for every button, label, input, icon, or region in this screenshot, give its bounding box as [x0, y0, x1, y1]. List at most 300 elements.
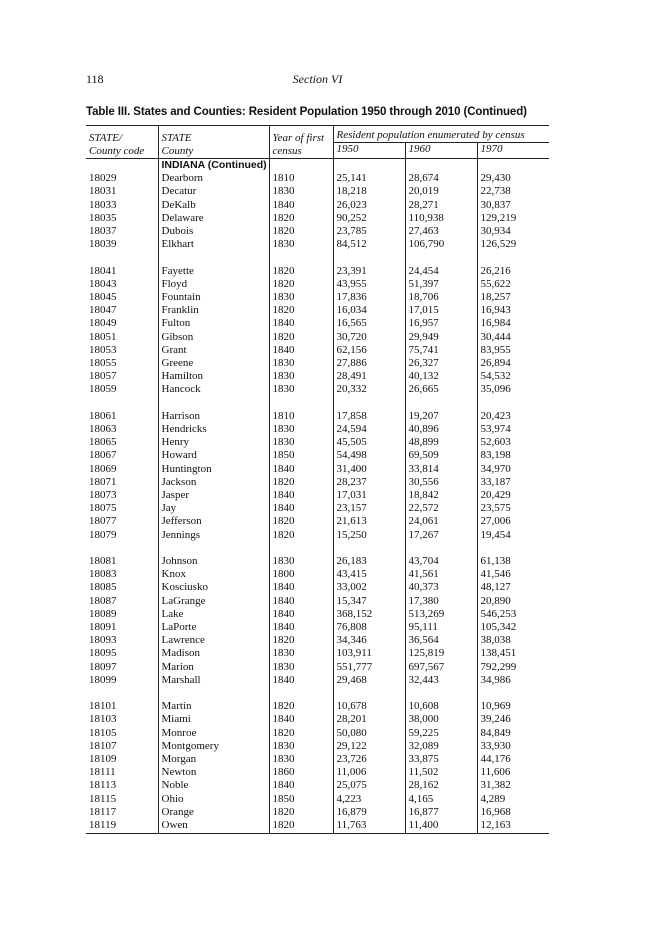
table-row [86, 819, 549, 834]
first-census-year-cell: 1840 [269, 621, 333, 634]
county-code-cell: 18053 [89, 343, 117, 356]
table-row [86, 463, 549, 476]
first-census-year-cell: 1820 [269, 265, 333, 278]
table-row [86, 370, 549, 383]
county-name-cell: Lake [158, 608, 269, 621]
population-1950-cell: 34,346 [333, 634, 405, 647]
county-code-cell: 18097 [89, 660, 117, 673]
table-title: Table III. States and Counties: Resident Population 1950 through 2010 (Continued) [86, 106, 527, 118]
county-name-cell: LaPorte [158, 621, 269, 634]
county-name-cell: Madison [158, 647, 269, 660]
county-code-cell: 18049 [89, 317, 117, 330]
population-1970-cell: 84,849 [477, 727, 549, 740]
population-1970-cell: 18,257 [477, 291, 549, 304]
population-1960-cell: 28,271 [405, 199, 477, 212]
county-name-cell: Howard [158, 449, 269, 462]
population-1960-cell: 48,899 [405, 436, 477, 449]
population-1950-cell: 76,808 [333, 621, 405, 634]
population-1960-cell: 24,061 [405, 515, 477, 528]
header-1970: 1970 [477, 143, 549, 159]
county-name-cell: Noble [158, 779, 269, 792]
table-row [86, 529, 549, 542]
header-year-line1: Year of first [272, 132, 325, 144]
table-row [86, 238, 549, 251]
population-1960-cell: 22,572 [405, 502, 477, 515]
table-row [86, 806, 549, 819]
table-row [86, 410, 549, 423]
county-code-cell: 18051 [89, 330, 117, 343]
population-1950-cell: 84,512 [333, 238, 405, 251]
population-1970-cell: 129,219 [477, 212, 549, 225]
population-1960-cell: 17,267 [405, 529, 477, 542]
population-1960-cell: 41,561 [405, 568, 477, 581]
county-code-cell: 18113 [89, 779, 117, 792]
state-heading-code-cell [86, 159, 158, 173]
population-1970-cell: 83,198 [477, 449, 549, 462]
population-1970-cell: 34,986 [477, 674, 549, 687]
county-name-cell: Huntington [158, 463, 269, 476]
county-name-cell: Hancock [158, 383, 269, 396]
table-row [86, 727, 549, 740]
first-census-year-cell: 1800 [269, 568, 333, 581]
state-heading-row [86, 159, 549, 173]
population-1950-cell: 26,023 [333, 199, 405, 212]
population-1950-cell: 23,785 [333, 225, 405, 238]
population-1960-cell: 75,741 [405, 344, 477, 357]
population-1950-cell: 20,332 [333, 383, 405, 396]
population-1950-cell: 23,726 [333, 753, 405, 766]
population-1950-cell: 16,565 [333, 317, 405, 330]
population-1970-cell: 38,038 [477, 634, 549, 647]
population-1950-cell: 29,468 [333, 674, 405, 687]
population-1960-cell: 11,502 [405, 766, 477, 779]
county-code-cell: 18069 [89, 462, 117, 475]
population-1950-cell: 28,491 [333, 370, 405, 383]
table-row [86, 291, 549, 304]
first-census-year-cell: 1820 [269, 331, 333, 344]
population-1960-cell: 59,225 [405, 727, 477, 740]
population-1950-cell: 45,505 [333, 436, 405, 449]
population-1970-cell: 30,934 [477, 225, 549, 238]
county-code-cell: 18081 [89, 555, 117, 568]
population-1960-cell: 17,015 [405, 304, 477, 317]
population-1960-cell: 11,400 [405, 819, 477, 834]
population-1950-cell: 28,237 [333, 476, 405, 489]
table-row [86, 476, 549, 489]
population-1960-cell: 32,089 [405, 740, 477, 753]
county-code-cell: 18095 [89, 647, 117, 660]
population-1960-cell: 10,608 [405, 700, 477, 713]
county-code-cell: 18075 [89, 502, 117, 515]
county-name-cell: Fayette [158, 265, 269, 278]
first-census-year-cell: 1820 [269, 806, 333, 819]
population-1960-cell: 40,896 [405, 423, 477, 436]
county-code-cell: 18083 [89, 568, 117, 581]
first-census-year-cell: 1820 [269, 700, 333, 713]
population-1970-cell: 34,970 [477, 463, 549, 476]
county-name-cell: Hamilton [158, 370, 269, 383]
county-name-cell: Morgan [158, 753, 269, 766]
page-header [86, 72, 549, 88]
population-1960-cell: 4,165 [405, 793, 477, 806]
population-1970-cell: 16,943 [477, 304, 549, 317]
population-1970-cell: 54,532 [477, 370, 549, 383]
population-1950-cell: 33,002 [333, 581, 405, 594]
county-name-cell: Franklin [158, 304, 269, 317]
table-row [86, 212, 549, 225]
population-1950-cell: 17,858 [333, 410, 405, 423]
population-1950-cell: 62,156 [333, 344, 405, 357]
county-code-cell: 18119 [86, 819, 158, 834]
first-census-year-cell: 1820 [269, 225, 333, 238]
first-census-year-cell: 1830 [269, 436, 333, 449]
population-1970-cell: 792,299 [477, 661, 549, 674]
county-name-cell: Grant [158, 344, 269, 357]
table-body [86, 159, 549, 834]
population-1950-cell: 15,250 [333, 529, 405, 542]
population-1950-cell: 4,223 [333, 793, 405, 806]
population-1970-cell: 12,163 [477, 819, 549, 834]
population-1960-cell: 30,556 [405, 476, 477, 489]
population-1950-cell: 28,201 [333, 713, 405, 726]
county-name-cell: Dubois [158, 225, 269, 238]
first-census-year-cell: 1840 [269, 608, 333, 621]
county-name-cell: Montgomery [158, 740, 269, 753]
first-census-year-cell: 1810 [269, 410, 333, 423]
population-1950-cell: 551,777 [333, 661, 405, 674]
county-code-cell: 18035 [89, 211, 117, 224]
county-code-cell: 18065 [89, 436, 117, 449]
first-census-year-cell: 1820 [269, 529, 333, 542]
county-code-cell: 18057 [89, 370, 117, 383]
population-1960-cell: 26,327 [405, 357, 477, 370]
first-census-year-cell: 1830 [269, 238, 333, 251]
county-name-cell: Fulton [158, 317, 269, 330]
population-1960-cell: 697,567 [405, 661, 477, 674]
population-1960-cell: 43,704 [405, 555, 477, 568]
first-census-year-cell: 1830 [269, 383, 333, 396]
population-1970-cell: 10,969 [477, 700, 549, 713]
county-code-cell: 18115 [89, 792, 117, 805]
header-1950: 1950 [333, 143, 405, 159]
population-1970-cell: 30,837 [477, 199, 549, 212]
first-census-year-cell: 1840 [269, 317, 333, 330]
first-census-year-cell: 1830 [269, 357, 333, 370]
first-census-year-cell: 1820 [269, 819, 333, 834]
population-1960-cell: 125,819 [405, 647, 477, 660]
population-1950-cell: 24,594 [333, 423, 405, 436]
table-row [86, 634, 549, 647]
table-row [86, 317, 549, 330]
first-census-year-cell: 1830 [269, 555, 333, 568]
population-1960-cell: 20,019 [405, 185, 477, 198]
first-census-year-cell: 1840 [269, 463, 333, 476]
population-1960-cell: 26,665 [405, 383, 477, 396]
population-1970-cell: 48,127 [477, 581, 549, 594]
county-name-cell: DeKalb [158, 199, 269, 212]
population-1960-cell: 33,814 [405, 463, 477, 476]
table-row [86, 331, 549, 344]
first-census-year-cell: 1840 [269, 779, 333, 792]
county-name-cell: Lawrence [158, 634, 269, 647]
county-code-cell: 18043 [89, 277, 117, 290]
table-row [86, 515, 549, 528]
group-spacer-row [86, 542, 549, 555]
county-code-cell: 18055 [89, 357, 117, 370]
population-1970-cell: 11,606 [477, 766, 549, 779]
population-1960-cell: 17,380 [405, 595, 477, 608]
page-number: 118 [86, 72, 104, 86]
county-code-cell: 18071 [89, 475, 117, 488]
table-row [86, 753, 549, 766]
county-code-cell: 18099 [89, 673, 117, 686]
first-census-year-cell: 1830 [269, 661, 333, 674]
population-1970-cell: 53,974 [477, 423, 549, 436]
county-name-cell: Miami [158, 713, 269, 726]
header-1960: 1960 [405, 143, 477, 159]
county-code-cell: 18039 [89, 238, 117, 251]
population-1960-cell: 28,674 [405, 172, 477, 185]
population-1960-cell: 18,706 [405, 291, 477, 304]
population-1970-cell: 20,423 [477, 410, 549, 423]
first-census-year-cell: 1810 [269, 172, 333, 185]
population-1970-cell: 30,444 [477, 331, 549, 344]
header-county-line2: County [161, 145, 194, 157]
population-1950-cell: 31,400 [333, 463, 405, 476]
population-1950-cell: 11,006 [333, 766, 405, 779]
header-year-first-census [269, 126, 333, 159]
county-name-cell: Hendricks [158, 423, 269, 436]
county-name-cell: Harrison [158, 410, 269, 423]
population-1960-cell: 36,564 [405, 634, 477, 647]
first-census-year-cell: 1830 [269, 185, 333, 198]
population-1950-cell: 25,075 [333, 779, 405, 792]
population-1950-cell: 21,613 [333, 515, 405, 528]
county-code-cell: 18101 [89, 700, 117, 713]
population-1950-cell: 26,183 [333, 555, 405, 568]
population-1950-cell: 16,034 [333, 304, 405, 317]
table-row [86, 172, 549, 185]
population-1970-cell: 31,382 [477, 779, 549, 792]
first-census-year-cell: 1840 [269, 595, 333, 608]
county-code-cell: 18031 [89, 185, 117, 198]
first-census-year-cell: 1820 [269, 727, 333, 740]
population-1950-cell: 15,347 [333, 595, 405, 608]
county-code-cell: 18077 [89, 515, 117, 528]
table-row [86, 502, 549, 515]
population-1970-cell: 39,246 [477, 713, 549, 726]
first-census-year-cell: 1830 [269, 370, 333, 383]
county-code-cell: 18107 [89, 739, 117, 752]
county-name-cell: Jackson [158, 476, 269, 489]
table-row [86, 740, 549, 753]
population-1960-cell: 28,162 [405, 779, 477, 792]
population-1970-cell: 20,429 [477, 489, 549, 502]
county-code-cell: 18033 [89, 198, 117, 211]
county-name-cell: Fountain [158, 291, 269, 304]
population-1950-cell: 11,763 [333, 819, 405, 834]
county-name-cell: Elkhart [158, 238, 269, 251]
population-1950-cell: 43,415 [333, 568, 405, 581]
group-spacer-row [86, 251, 549, 264]
county-code-cell: 18045 [89, 291, 117, 304]
population-1960-cell: 16,877 [405, 806, 477, 819]
county-name-cell: Marion [158, 661, 269, 674]
table-row [86, 621, 549, 634]
county-code-cell: 18073 [89, 489, 117, 502]
table-row [86, 555, 549, 568]
table-row [86, 265, 549, 278]
population-1950-cell: 29,122 [333, 740, 405, 753]
section-title: Section VI [292, 72, 343, 86]
first-census-year-cell: 1840 [269, 199, 333, 212]
county-name-cell: Martin [158, 700, 269, 713]
population-1970-cell: 16,968 [477, 806, 549, 819]
population-1970-cell: 83,955 [477, 344, 549, 357]
county-code-cell: 18059 [89, 383, 117, 396]
county-code-cell: 18091 [89, 621, 117, 634]
group-spacer-row [86, 687, 549, 700]
population-1960-cell: 95,111 [405, 621, 477, 634]
population-1970-cell: 29,430 [477, 172, 549, 185]
population-1970-cell: 33,930 [477, 740, 549, 753]
population-1970-cell: 19,454 [477, 529, 549, 542]
table-row [86, 779, 549, 792]
table-row [86, 674, 549, 687]
population-1970-cell: 61,138 [477, 555, 549, 568]
population-1960-cell: 27,463 [405, 225, 477, 238]
county-name-cell: Jefferson [158, 515, 269, 528]
county-name-cell: Henry [158, 436, 269, 449]
population-1960-cell: 106,790 [405, 238, 477, 251]
county-name-cell: Monroe [158, 727, 269, 740]
county-name-cell: Orange [158, 806, 269, 819]
header-resident-population: Resident population enumerated by census [333, 126, 549, 143]
group-spacer-row [86, 397, 549, 410]
first-census-year-cell: 1820 [269, 304, 333, 317]
population-1970-cell: 105,342 [477, 621, 549, 634]
population-1950-cell: 368,152 [333, 608, 405, 621]
population-1960-cell: 32,443 [405, 674, 477, 687]
county-name-cell: Ohio [158, 793, 269, 806]
population-1970-cell: 4,289 [477, 793, 549, 806]
population-1970-cell: 138,451 [477, 647, 549, 660]
population-1970-cell: 26,894 [477, 357, 549, 370]
population-1970-cell: 546,253 [477, 608, 549, 621]
county-code-cell: 18067 [89, 449, 117, 462]
population-1950-cell: 50,080 [333, 727, 405, 740]
table-row [86, 766, 549, 779]
county-name-cell: Jennings [158, 529, 269, 542]
first-census-year-cell: 1830 [269, 647, 333, 660]
table-row [86, 581, 549, 594]
first-census-year-cell: 1850 [269, 793, 333, 806]
table-row [86, 436, 549, 449]
population-1970-cell: 41,546 [477, 568, 549, 581]
county-code-cell: 18061 [89, 409, 117, 422]
county-name-cell: LaGrange [158, 595, 269, 608]
header-year-line2: census [272, 145, 302, 157]
first-census-year-cell: 1840 [269, 502, 333, 515]
header-state-code-line2: County code [89, 145, 145, 157]
table-row [86, 357, 549, 370]
population-1970-cell: 27,006 [477, 515, 549, 528]
population-1950-cell: 30,720 [333, 331, 405, 344]
table-row [86, 568, 549, 581]
first-census-year-cell: 1860 [269, 766, 333, 779]
population-1970-cell: 126,529 [477, 238, 549, 251]
population-1950-cell: 90,252 [333, 212, 405, 225]
table-row [86, 199, 549, 212]
county-name-cell: Newton [158, 766, 269, 779]
table-row [86, 647, 549, 660]
county-code-cell: 18109 [89, 753, 117, 766]
table-row [86, 344, 549, 357]
population-1960-cell: 19,207 [405, 410, 477, 423]
first-census-year-cell: 1840 [269, 581, 333, 594]
county-name-cell: Greene [158, 357, 269, 370]
table-header [86, 126, 549, 159]
population-1950-cell: 10,678 [333, 700, 405, 713]
first-census-year-cell: 1820 [269, 515, 333, 528]
county-name-cell: Knox [158, 568, 269, 581]
first-census-year-cell: 1820 [269, 278, 333, 291]
county-name-cell: Gibson [158, 331, 269, 344]
table-row [86, 225, 549, 238]
county-code-cell: 18089 [89, 607, 117, 620]
first-census-year-cell: 1840 [269, 489, 333, 502]
header-state-code [86, 126, 158, 159]
first-census-year-cell: 1850 [269, 449, 333, 462]
county-name-cell: Dearborn [158, 172, 269, 185]
first-census-year-cell: 1830 [269, 291, 333, 304]
population-1950-cell: 23,391 [333, 265, 405, 278]
county-code-cell: 18047 [89, 304, 117, 317]
table-row [86, 713, 549, 726]
population-1960-cell: 38,000 [405, 713, 477, 726]
table-row [86, 423, 549, 436]
population-1970-cell: 33,187 [477, 476, 549, 489]
county-name-cell: Jay [158, 502, 269, 515]
table-row [86, 793, 549, 806]
header-state-county [158, 126, 269, 159]
population-1960-cell: 40,132 [405, 370, 477, 383]
table-row [86, 304, 549, 317]
county-code-cell: 18103 [89, 713, 117, 726]
population-1950-cell: 43,955 [333, 278, 405, 291]
county-code-cell: 18087 [89, 594, 117, 607]
population-1950-cell: 54,498 [333, 449, 405, 462]
table-row [86, 595, 549, 608]
county-name-cell: Marshall [158, 674, 269, 687]
first-census-year-cell: 1820 [269, 476, 333, 489]
header-state-code-line1: STATE/ [89, 132, 123, 144]
population-1960-cell: 16,957 [405, 317, 477, 330]
population-1970-cell: 20,890 [477, 595, 549, 608]
first-census-year-cell: 1820 [269, 634, 333, 647]
population-1960-cell: 18,842 [405, 489, 477, 502]
first-census-year-cell: 1830 [269, 753, 333, 766]
county-code-cell: 18041 [89, 264, 117, 277]
table-row [86, 700, 549, 713]
population-1950-cell: 103,911 [333, 647, 405, 660]
first-census-year-cell: 1840 [269, 344, 333, 357]
first-census-year-cell: 1840 [269, 674, 333, 687]
population-1970-cell: 23,575 [477, 502, 549, 515]
population-1970-cell: 16,984 [477, 317, 549, 330]
first-census-year-cell: 1830 [269, 423, 333, 436]
population-1970-cell: 22,738 [477, 185, 549, 198]
